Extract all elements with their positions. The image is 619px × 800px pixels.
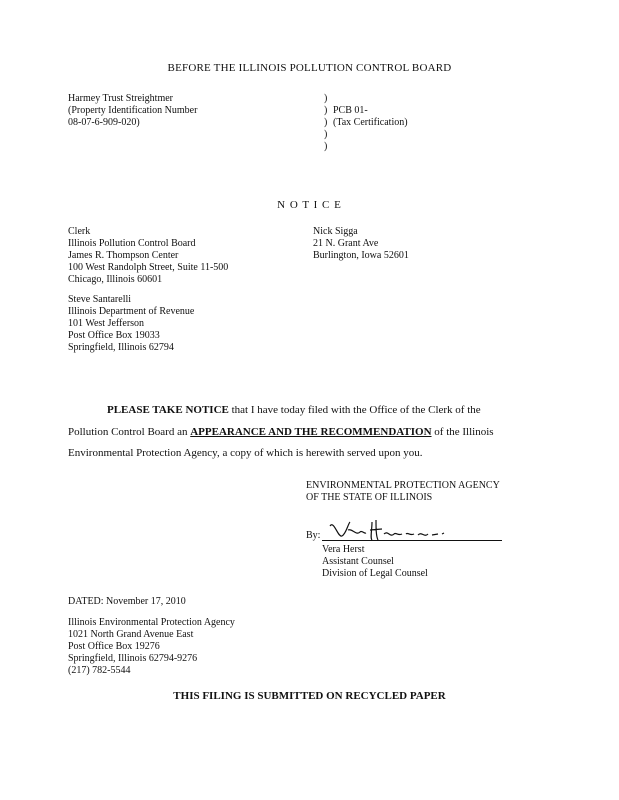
paren: ) xyxy=(324,93,328,104)
caption-left xyxy=(68,93,197,129)
caption-parens xyxy=(324,93,327,153)
address-line: 101 West Jefferson xyxy=(68,318,145,329)
dated: DATED: November 17, 2010 xyxy=(68,596,186,607)
notice-lead: PLEASE TAKE NOTICE xyxy=(107,404,229,416)
addressee-other xyxy=(313,226,409,262)
paren: ) xyxy=(324,105,328,116)
paren: ) xyxy=(324,141,328,152)
address-line: 21 N. Grant Ave xyxy=(313,238,379,249)
caption-line: Harmey Trust Streightmer xyxy=(68,93,173,104)
case-type: (Tax Certification) xyxy=(333,117,408,128)
address-line: Burlington, Iowa 52601 xyxy=(313,250,409,261)
paren: ) xyxy=(324,129,328,140)
agency-line: ENVIRONMENTAL PROTECTION AGENCY xyxy=(306,480,500,491)
caption-line: (Property Identification Number xyxy=(68,105,198,116)
document-title: APPEARANCE AND THE RECOMMENDATION xyxy=(190,426,432,438)
paren: ) xyxy=(324,117,328,128)
address-line: Post Office Box 19276 xyxy=(68,641,160,652)
address-line: Nick Sigga xyxy=(313,226,358,237)
notice-line-1 xyxy=(107,404,481,416)
signer-name: Vera Herst xyxy=(322,544,365,555)
address-line: 1021 North Grand Avenue East xyxy=(68,629,194,640)
notice-line-3: Environmental Protection Agency, a copy of which is herewith served upon you. xyxy=(68,447,423,459)
addressee-revenue xyxy=(68,294,194,354)
caption-line: 08-07-6-909-020) xyxy=(68,117,140,128)
signature-image xyxy=(326,516,466,544)
notice-text: Pollution Control Board an xyxy=(68,426,191,438)
address-line: Steve Santarelli xyxy=(68,294,132,305)
address-line: Springfield, Illinois 62794-9276 xyxy=(68,653,198,664)
agency-line: OF THE STATE OF ILLINOIS xyxy=(306,492,433,503)
by-label: By: xyxy=(306,530,321,541)
address-line: 100 West Randolph Street, Suite 11-500 xyxy=(68,262,229,273)
signer xyxy=(322,544,428,580)
address-line: Illinois Environmental Protection Agency xyxy=(68,617,235,628)
agency-address xyxy=(68,617,235,677)
address-line: Post Office Box 19033 xyxy=(68,330,160,341)
address-line: James R. Thompson Center xyxy=(68,250,179,261)
address-line: Illinois Pollution Control Board xyxy=(68,238,196,249)
caption-right xyxy=(333,105,408,129)
case-number: PCB 01- xyxy=(333,105,368,116)
address-line: Illinois Department of Revenue xyxy=(68,306,195,317)
signer-title: Assistant Counsel xyxy=(322,556,394,567)
notice-text: that I have today filed with the Office of the Clerk of the xyxy=(228,404,481,416)
signer-division: Division of Legal Counsel xyxy=(322,568,428,579)
recycled-paper-footer: THIS FILING IS SUBMITTED ON RECYCLED PAPER xyxy=(173,690,446,702)
agency-name xyxy=(306,480,500,504)
address-line: Clerk xyxy=(68,226,91,237)
addressee-clerk xyxy=(68,226,228,286)
address-line: Chicago, Illinois 60601 xyxy=(68,274,163,285)
address-line: Springfield, Illinois 62794 xyxy=(68,342,174,353)
page-title: BEFORE THE ILLINOIS POLLUTION CONTROL BOARD xyxy=(167,62,452,74)
address-line: (217) 782-5544 xyxy=(68,665,131,676)
notice-line-2 xyxy=(68,426,494,438)
notice-text: of the Illinois xyxy=(431,426,494,438)
notice-heading: N O T I C E xyxy=(277,199,342,211)
